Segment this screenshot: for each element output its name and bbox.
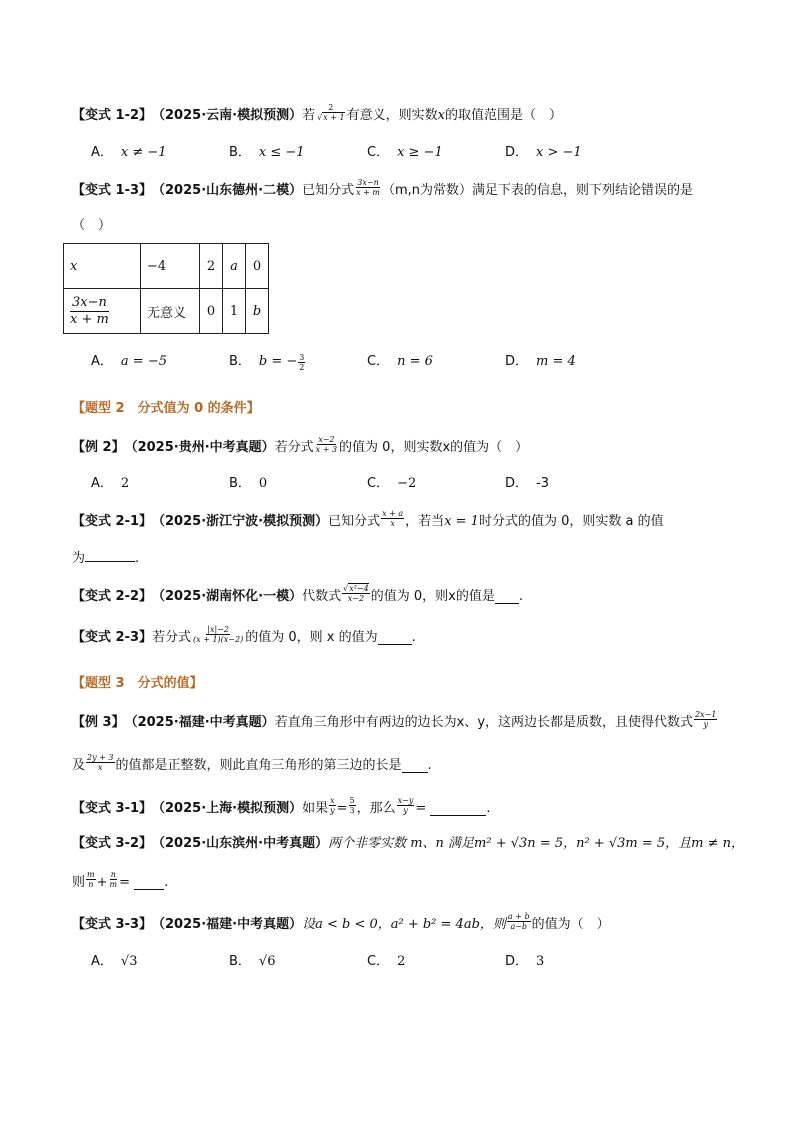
table-cell: 无意义 (141, 289, 200, 334)
answer-blank[interactable] (430, 803, 486, 816)
question-3-1: 【变式 3-1】 （2025·上海·模拟预测） 如果 $\frac{x}{y}$ = $\frac{5}{3}$ ，那么 $\frac{x-y}{y}$ = . (72, 799, 491, 819)
question-text: 的值都是正整数，则此直角三角形的第三边的长是 (115, 758, 402, 773)
options-e2 (91, 474, 651, 494)
question-source: （2025·福建·中考真题） (152, 917, 303, 932)
option-b: B． b = − $\frac{3}{2}$ (229, 352, 305, 372)
fraction: $\frac{x + a}{x}$ (382, 508, 404, 528)
option-a: A． a = −5 (91, 354, 167, 369)
question-text: 若分式 (152, 630, 192, 645)
question-3-2 (72, 834, 744, 854)
fraction: $\frac{m}{n}$ (87, 869, 95, 889)
fraction: $\frac{2}{√x + 1}$ (317, 102, 345, 122)
question-text: 的值为（ ） (531, 917, 610, 932)
table-cell (64, 289, 141, 334)
question-3-3 (72, 911, 610, 935)
option-b: B． √6 (229, 954, 276, 969)
question-text: 已知分式 (328, 514, 381, 529)
option-b: B． x ≤ −1 (229, 145, 305, 160)
example-3 (72, 709, 718, 733)
question-text: 若直角三角形中有两边的边长为x、y，这两边长都是质数，且使得代数式 (274, 715, 694, 730)
option-d: D． x > −1 (505, 145, 582, 160)
question-text: 的值为 0，则 x 的值为 (245, 630, 378, 645)
question-tag: 【例 2】 (72, 440, 125, 455)
question-text: 的取值范围是（ ） (444, 108, 562, 123)
table-cell: 1 (223, 289, 246, 334)
option-c: C． x ≥ −1 (367, 145, 443, 160)
question-source: （2025·湖南怀化·一模） (152, 589, 303, 604)
fraction: $\frac{n}{m}$ (109, 869, 118, 889)
table-cell: 2 (200, 244, 223, 289)
question-source: （2025·云南·模拟预测） (152, 108, 303, 123)
question-1-3 (72, 177, 694, 201)
question-2-1-line2: 为 . (72, 551, 140, 566)
answer-blank[interactable] (378, 632, 412, 645)
fraction: $\frac{a + b}{a-b}$ (507, 911, 530, 931)
fraction: $\frac{5}{3}$ (349, 795, 355, 815)
question-3-2-line2: 则 $\frac{m}{n}$ + $\frac{n}{m}$ = . (72, 873, 168, 893)
question-source: （2025·福建·中考真题） (124, 715, 275, 730)
table-cell: b (246, 289, 269, 334)
question-tag: 【变式 2-2】 (72, 589, 153, 604)
option-d: D． 3 (505, 954, 545, 969)
question-text: 如果 (302, 801, 329, 816)
question-source: （2025·贵州·中考真题） (124, 440, 275, 455)
question-tag: 【变式 3-3】 (72, 917, 153, 932)
question-text: ，若当 (405, 514, 445, 529)
question-tag: 【变式 1-2】 (72, 108, 153, 123)
question-text: 及 (72, 758, 86, 773)
question-2-2: 【变式 2-2】 （2025·湖南怀化·一模） 代数式 $\frac{\text{√x²−4}}{x-2}$ 的值为 0，则x的值是 . (72, 587, 523, 607)
section-heading: 【题型 2 分式值为 0 的条件】 (72, 401, 260, 416)
question-source: （2025·上海·模拟预测） (152, 801, 303, 816)
table-cell: 0 (200, 289, 223, 334)
question-tag: 【变式 2-1】 (72, 514, 153, 529)
question-text: 则 (72, 875, 86, 890)
answer-blank[interactable] (402, 760, 428, 773)
question-text: 有意义，则实数 (346, 108, 438, 123)
question-text: ，那么 (356, 801, 396, 816)
question-text: 时分式的值为 0，则实数 a 的值 (478, 514, 664, 529)
question-tag: 【变式 3-1】 (72, 801, 153, 816)
fraction: $\frac{2y + 3}{x}$ (87, 752, 114, 772)
question-text: 已知分式 (302, 183, 355, 198)
question-source: （2025·山东德州·二模） (152, 183, 303, 198)
question-text: 的值为 0，则x的值是 (370, 589, 495, 604)
question-source: （2025·山东滨州·中考真题） (152, 836, 329, 851)
fraction: $\frac{x-2}{x + 3}$ (315, 434, 338, 454)
table-row (64, 244, 269, 289)
answer-blank[interactable] (134, 877, 164, 890)
math-var: x (437, 108, 445, 123)
answer-blank[interactable] (85, 549, 135, 562)
option-d: D． -3 (505, 476, 549, 491)
question-1-2 (72, 102, 562, 126)
fraction: $\frac{|x|-2}{(x + 1)(x-2)}$ (193, 624, 244, 644)
option-b: B． 0 (229, 476, 268, 491)
question-tag: 【变式 1-3】 (72, 183, 153, 198)
question-tag: 【例 3】 (72, 715, 125, 730)
fraction: $\frac{x-y}{y}$ (397, 795, 414, 815)
options-1-3 (91, 352, 651, 372)
question-text: 的值为 0，则实数x的值为（ ） (339, 440, 529, 455)
question-tag: 【变式 2-3】 (72, 630, 153, 645)
question-2-3: 【变式 2-3】 若分式 $\frac{|x|-2}{(x + 1)(x-2)}$ 的值为 0，则 x 的值为 . (72, 628, 416, 648)
options-3-3 (91, 952, 651, 972)
question-text: （m,n为常数） (381, 183, 473, 198)
question-source: （2025·浙江宁波·模拟预测） (152, 514, 329, 529)
math-expr: x = 1 (444, 514, 479, 529)
fraction: $\frac{x}{y}$ (330, 795, 335, 815)
option-d: D． m = 4 (505, 354, 576, 369)
section-heading: 【题型 3 分式的值】 (72, 676, 203, 691)
question-text: 为 (72, 551, 86, 566)
question-2-1 (72, 508, 664, 532)
answer-blank[interactable] (495, 591, 519, 604)
question-text: 代数式 (302, 589, 342, 604)
question-text: 两个非零实数 m、n 满足m² + √3n = 5，n² + √3m = 5，且m ≠ n， (328, 836, 745, 851)
option-a: A． √3 (91, 954, 138, 969)
table-row (64, 289, 269, 334)
fraction: $\frac{3x-n}{x + m}$ (70, 294, 109, 327)
question-tag: 【变式 3-2】 (72, 836, 153, 851)
fraction: $\frac{2x-1}{y}$ (695, 709, 717, 729)
question-text: 若 (302, 108, 316, 123)
options-1-2 (91, 143, 651, 163)
option-a: A． 2 (91, 476, 130, 491)
question-text: 设a < b < 0，a² + b² = 4ab，则 (302, 917, 506, 932)
fraction: $\frac{3x-n}{x + m}$ (356, 177, 380, 197)
table-cell: −4 (141, 244, 200, 289)
value-table (63, 243, 269, 334)
example-2 (72, 434, 529, 458)
example-3-line2: 及 $\frac{2y + 3}{x}$ 的值都是正整数，则此直角三角形的第三边的长是 . (72, 756, 432, 776)
option-c: C． 2 (367, 954, 406, 969)
question-text: 若分式 (274, 440, 314, 455)
fraction: $\frac{\text{√x²−4}}{x-2}$ (343, 583, 369, 603)
option-c: C． n = 6 (367, 354, 433, 369)
table-cell: x (64, 244, 141, 289)
question-text: 满足下表的信息，则下列结论错误的是 (472, 183, 694, 198)
option-a: A． x ≠ −1 (91, 145, 167, 160)
table-cell: a (223, 244, 246, 289)
table-cell: 0 (246, 244, 269, 289)
option-c: C． −2 (367, 476, 417, 491)
answer-bracket: （ ） (72, 218, 112, 233)
